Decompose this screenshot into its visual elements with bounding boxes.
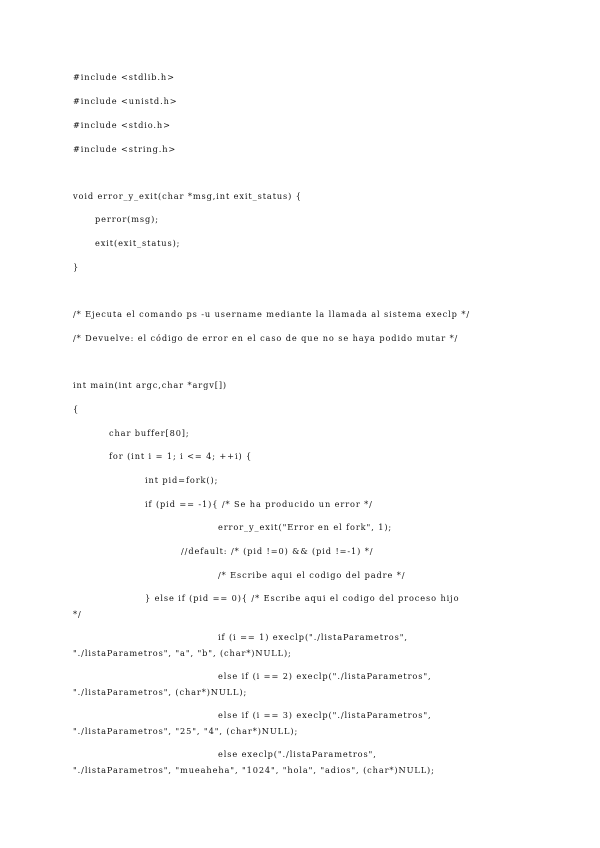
code-line: "./listaParametros", "a", "b", (char*)NULL); [73, 648, 292, 658]
code-line: "./listaParametros", "25", "4", (char*)NULL); [73, 726, 299, 736]
code-line: { [73, 404, 80, 414]
code-line: } [73, 262, 80, 272]
comment-line: /* Ejecuta el comando ps -u username mediante la llamada al sistema execlp */ [73, 309, 470, 319]
code-line: "./listaParametros", (char*)NULL); [73, 687, 248, 697]
code-line: perror(msg); [95, 214, 159, 224]
code-line: #include <string.h> [73, 144, 177, 154]
code-line: else if (i == 3) execlp("./listaParametros", [218, 710, 432, 720]
code-line: #include <stdlib.h> [73, 72, 175, 82]
comment-line: /* Devuelve: el código de error en el caso de que no se haya podido mutar */ [73, 333, 459, 343]
code-line: */ [73, 609, 82, 619]
code-line: #include <stdio.h> [73, 120, 171, 130]
code-line: else if (i == 2) execlp("./listaParametros", [218, 671, 432, 681]
code-line: "./listaParametros", "mueaheha", "1024", "hola", "adios", (char*)NULL); [73, 765, 435, 775]
code-line: if (pid == -1){ /* Se ha producido un error */ [145, 499, 373, 509]
code-line: int main(int argc,char *argv[]) [73, 380, 228, 390]
code-line: error_y_exit("Error en el fork", 1); [218, 522, 393, 532]
code-line: void error_y_exit(char *msg,int exit_status) { [73, 191, 302, 201]
code-line: int pid=fork(); [145, 475, 219, 485]
code-line: /* Escribe aqui el codigo del padre */ [218, 570, 406, 580]
code-line: //default: /* (pid !=0) && (pid !=-1) */ [181, 546, 374, 556]
code-line: exit(exit_status); [95, 238, 181, 248]
code-line: char buffer[80]; [109, 428, 190, 438]
code-line: #include <unistd.h> [73, 96, 178, 106]
code-line: } else if (pid == 0){ /* Escribe aqui el codigo del proceso hijo [145, 593, 460, 603]
code-line: if (i == 1) execlp("./listaParametros", [218, 632, 408, 642]
code-line: else execlp("./listaParametros", [218, 749, 377, 759]
code-line: for (int i = 1; i <= 4; ++i) { [109, 451, 253, 461]
